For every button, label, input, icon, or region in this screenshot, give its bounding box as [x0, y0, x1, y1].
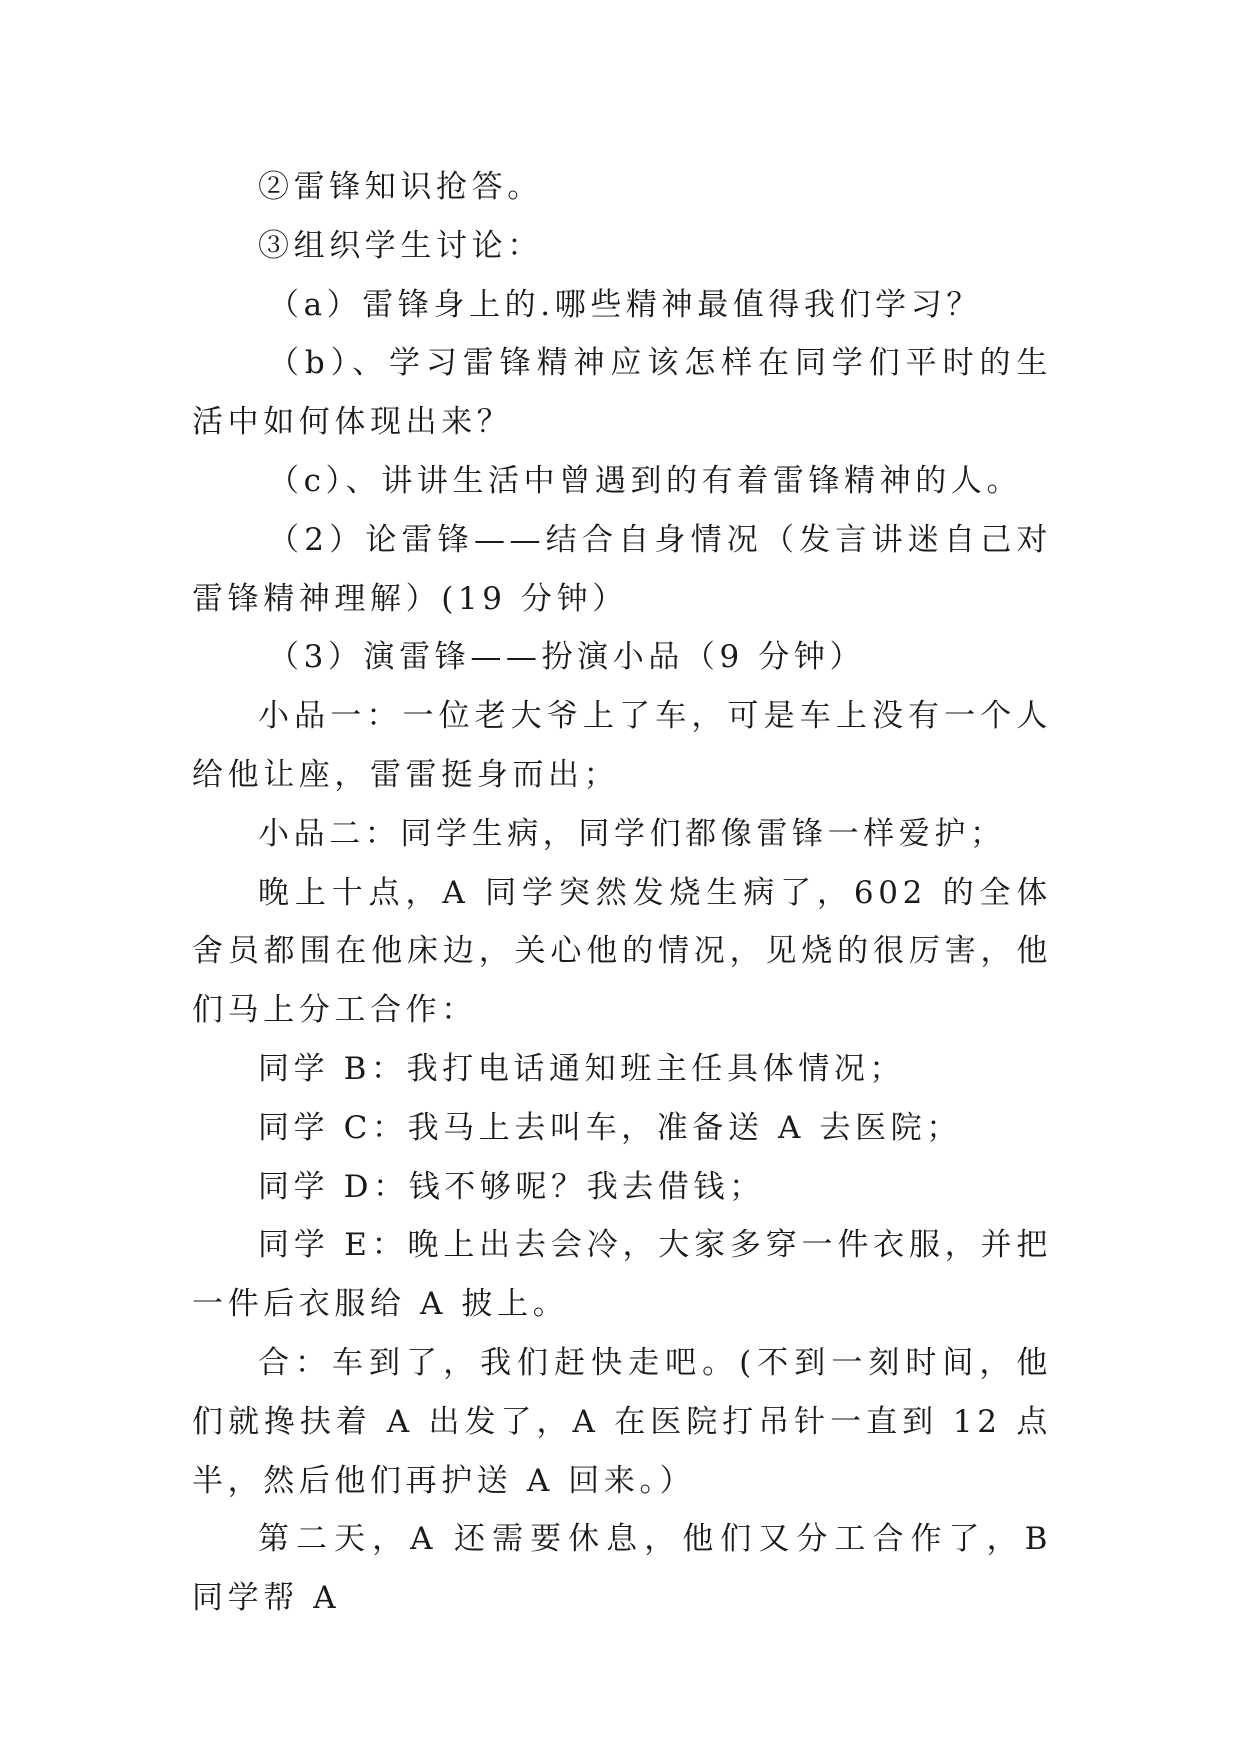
- paragraph-student-b: 同学 B：我打电话通知班主任具体情况；: [258, 1050, 906, 1087]
- paragraph-question-c: （c）、讲讲生活中曾遇到的有着雷锋精神的人。: [268, 462, 1023, 499]
- paragraph-next-day: 第二天，A 还需要休息，他们又分工合作了，B 同学帮 A: [192, 1521, 1052, 1617]
- paragraph-leifeng-quiz: ②雷锋知识抢答。: [258, 169, 543, 205]
- paragraph-section-2: （2）论雷锋——结合自身情况（发言讲迷自己对雷锋精神理解）(19 分钟）: [192, 521, 1052, 617]
- paragraph-student-discussion: ③组织学生讨论：: [258, 227, 543, 264]
- paragraph-student-e: 同学 E：晚上出去会冷，大家多穿一件衣服，并把一件后衣服给 A 披上。: [192, 1227, 1052, 1323]
- paragraph-student-d: 同学 D：钱不够呢？我去借钱；: [258, 1168, 765, 1205]
- paragraph-skit-one: 小品一：一位老大爷上了车，可是车上没有一个人给他让座，雷雷挺身而出；: [192, 698, 1052, 793]
- paragraph-night-story: 晚上十点，A 同学突然发烧生病了，602 的全体舍员都围在他床边，关心他的情况，见烧的很厉害，他们马上分工合作：: [192, 874, 1052, 1029]
- paragraph-together: 合：车到了，我们赶快走吧。(不到一刻时间，他们就搀扶着 A 出发了，A 在医院打吊针一直到 12 点半，然后他们再护送 A 回来。）: [192, 1344, 1052, 1499]
- paragraph-question-a: （a）雷锋身上的.哪些精神最值得我们学习？: [268, 286, 982, 323]
- paragraph-student-c: 同学 C：我马上去叫车，准备送 A 去医院；: [258, 1109, 962, 1146]
- paragraph-section-3: （3）演雷锋——扮演小品（9 分钟）: [268, 639, 866, 676]
- document-body: [192, 158, 1052, 1628]
- paragraph-skit-two: 小品二：同学生病，同学们都像雷锋一样爱护；: [258, 815, 1006, 852]
- paragraph-question-b: （b）、学习雷锋精神应该怎样在同学们平时的生活中如何体现出来？: [192, 345, 1052, 441]
